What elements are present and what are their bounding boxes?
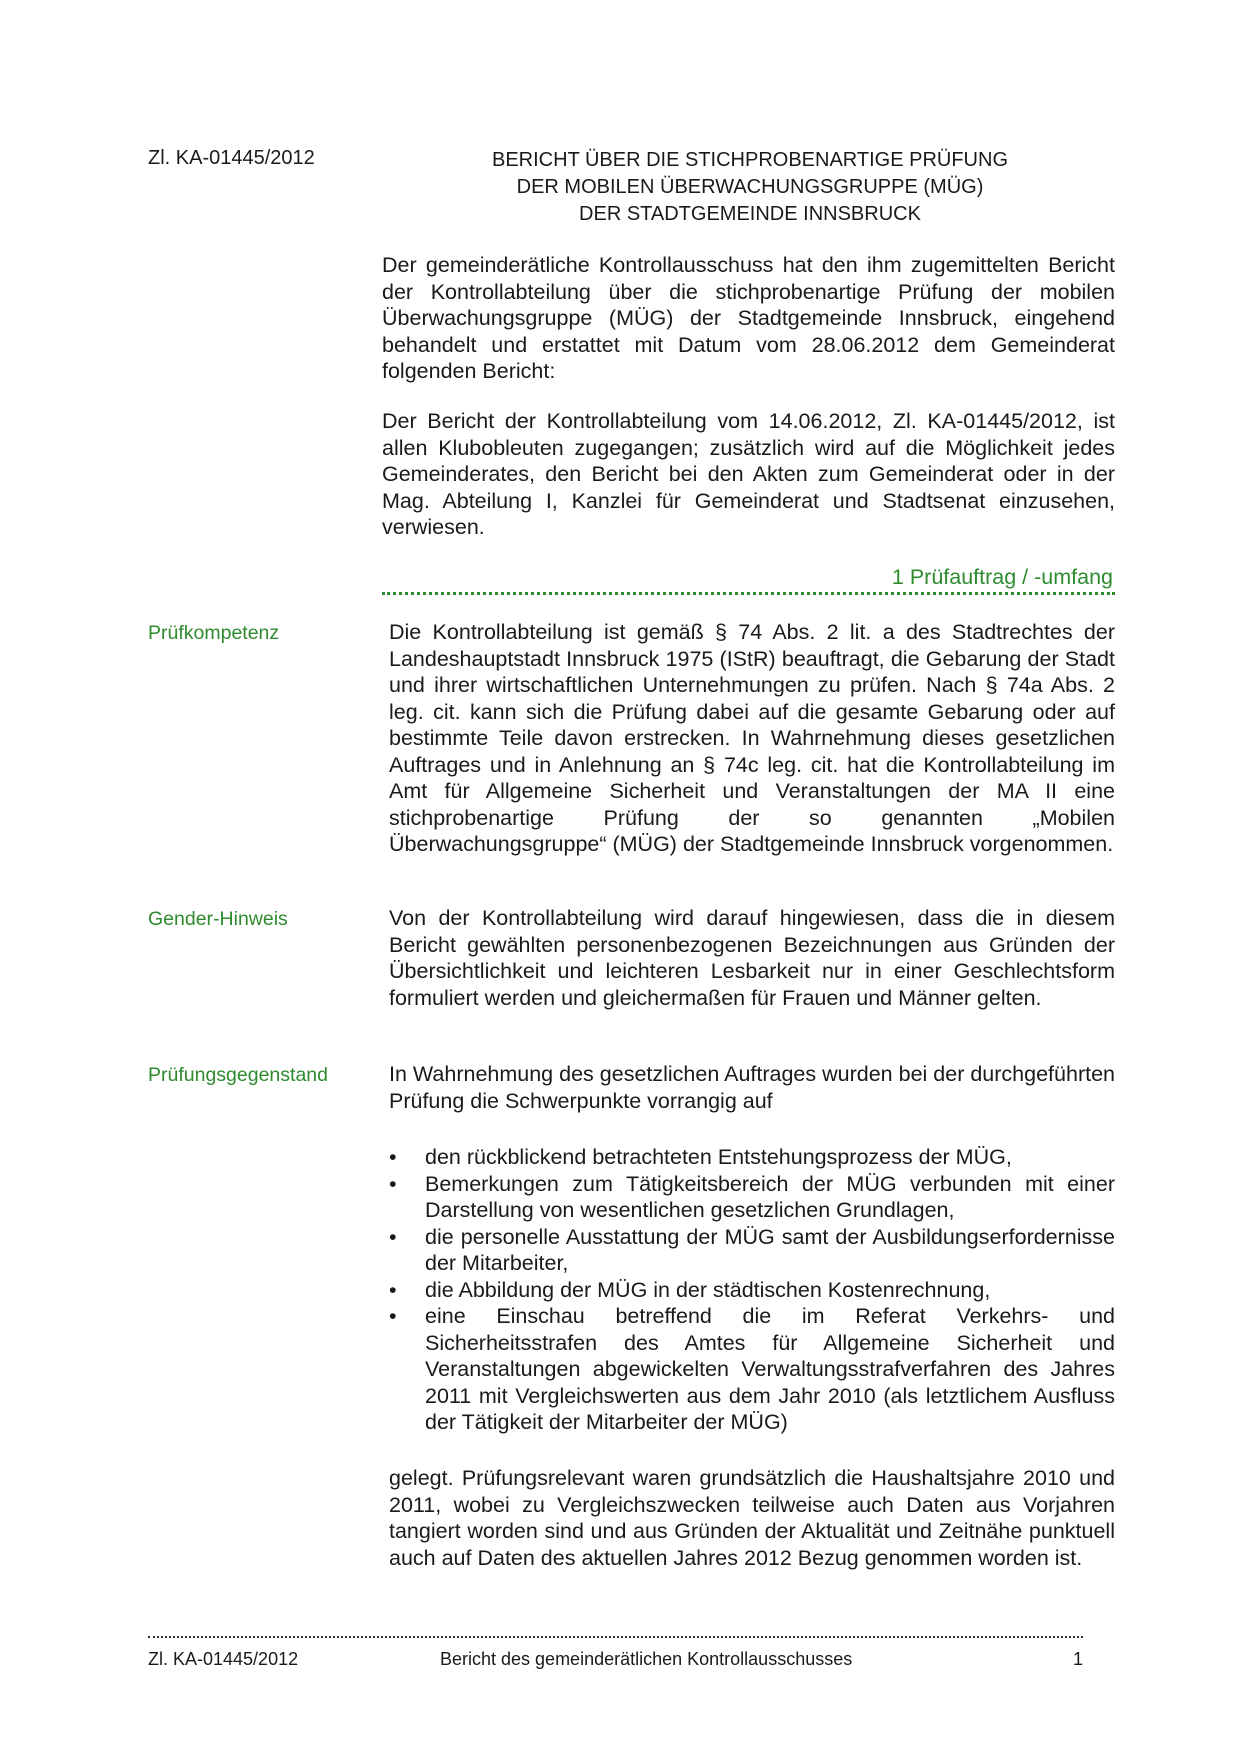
competence-paragraph: Die Kontrollabteilung ist gemäß § 74 Abs. 2 lit. a des Stadtrechtes der Landeshauptstadt Innsbruck 1975 (IStR) beauftragt, die Gebarung der Stadt und ihrer wirtschaftlichen Unternehmungen zu prüfen. Nach § 74a Abs. 2 leg. cit. kann sich die Prüfung dabei auf die gesamte Gebarung oder auf bestimmte Teile davon erstrecken. In Wahrnehmung dieses gesetzlichen Auftrages und in Anlehnung an § 74c leg. cit. hat die Kontrollabteilung im Amt für Allgemeine Sicherheit und Veranstaltungen der MA II eine stichprobenartige Prüfung der so genannten „Mobilen Überwachungsgruppe“ (MÜG) der Stadtgemeinde Innsbruck vorgenommen. [389, 620, 1115, 856]
focus-list [389, 1144, 1115, 1436]
gender-paragraph: Von der Kontrollabteilung wird darauf hingewiesen, dass die in diesem Bericht gewählten personenbezogenen Bezeichnungen aus Gründen der Übersichtlichkeit und leichteren Lesbarkeit nur in einer Geschlechtsform formuliert werden und gleichermaßen für Frauen und Männer gelten. [389, 906, 1115, 1010]
list-item [389, 1277, 1115, 1304]
document-title [395, 147, 1105, 228]
bullet-icon: • [389, 1304, 397, 1328]
footer-title: Bericht des gemeinderätlichen Kontrollausschusses [440, 1649, 853, 1669]
page-number: 1 [1073, 1649, 1084, 1669]
list-item [389, 1144, 1115, 1171]
sidenote-subject: Prüfungsgegenstand [148, 1064, 328, 1086]
section-heading: 1 Prüfauftrag / -umfang [891, 565, 1113, 589]
bullet-icon: • [389, 1171, 397, 1196]
title-line-2: DER MOBILEN ÜBERWACHUNGSGRUPPE (MÜG) [516, 176, 984, 198]
subject-closing-paragraph: gelegt. Prüfungsrelevant waren grundsätzlich die Haushaltsjahre 2010 und 2011, wobei zu Vergleichszwecken teilweise auch Daten aus Vorjahren tangiert worden sind und aus Gründen der Aktualität und Zeitnähe punktuell auch auf Daten des aktuellen Jahres 2012 Bezug genommen worden ist. [389, 1466, 1115, 1570]
list-item [389, 1303, 1115, 1436]
subject-intro-paragraph: In Wahrnehmung des gesetzlichen Auftrages wurden bei der durchgeführten Prüfung die Schwerpunkte vorrangig auf [389, 1062, 1115, 1113]
document-reference: Zl. KA-01445/2012 [148, 147, 315, 169]
list-item [389, 1171, 1115, 1224]
list-item-text: den rückblickend betrachteten Entstehungsprozess der MÜG, [425, 1145, 1012, 1169]
footer-reference: Zl. KA-01445/2012 [148, 1649, 299, 1669]
list-item-text: eine Einschau betreffend die im Referat Verkehrs- und Sicherheitsstrafen des Amtes für Allgemeine Sicherheit und Veranstaltungen abgewickelten Verwaltungsstrafverfahren des Jahres 2011 mit Vergleichswerten aus dem Jahr 2010 (als letztlichem Ausfluss der Tätigkeit der Mitarbeiter der MÜG) [425, 1304, 1115, 1434]
title-line-1: BERICHT ÜBER DIE STICHPROBENARTIGE PRÜFUNG [492, 149, 1008, 171]
bullet-icon: • [389, 1224, 397, 1249]
section-divider [382, 592, 1115, 595]
list-item [389, 1224, 1115, 1277]
intro-paragraph-1: Der gemeinderätliche Kontrollausschuss hat den ihm zugemittelten Bericht der Kontrollabteilung über die stichprobenartige Prüfung der mobilen Überwachungsgruppe (MÜG) der Stadtgemeinde Innsbruck, eingehend behandelt und erstattet mit Datum vom 28.06.2012 dem Gemeinderat folgenden Bericht: [382, 253, 1115, 383]
title-line-3: DER STADTGEMEINDE INNSBRUCK [579, 203, 921, 225]
list-item-text: die Abbildung der MÜG in der städtischen Kostenrechnung, [425, 1277, 991, 1302]
list-item-text: Bemerkungen zum Tätigkeitsbereich der MÜG verbunden mit einer Darstellung von wesentlichen gesetzlichen Grundlagen, [425, 1171, 1115, 1222]
footer-divider [148, 1636, 1083, 1638]
bullet-icon: • [389, 1145, 397, 1169]
sidenote-gender: Gender-Hinweis [148, 908, 288, 930]
list-item-text: die personelle Ausstattung der MÜG samt der Ausbildungserfordernisse der Mitarbeiter, [425, 1224, 1115, 1275]
intro-paragraph-2: Der Bericht der Kontrollabteilung vom 14.06.2012, Zl. KA-01445/2012, ist allen Klubobleuten zugegangen; zusätzlich wird auf die Möglichkeit jedes Gemeinderates, den Bericht bei den Akten zum Gemeinderat oder in der Mag. Abteilung I, Kanzlei für Gemeinderat und Stadtsenat einzusehen, verwiesen. [382, 409, 1115, 539]
bullet-icon: • [389, 1277, 397, 1302]
sidenote-competence: Prüfkompetenz [148, 622, 280, 644]
